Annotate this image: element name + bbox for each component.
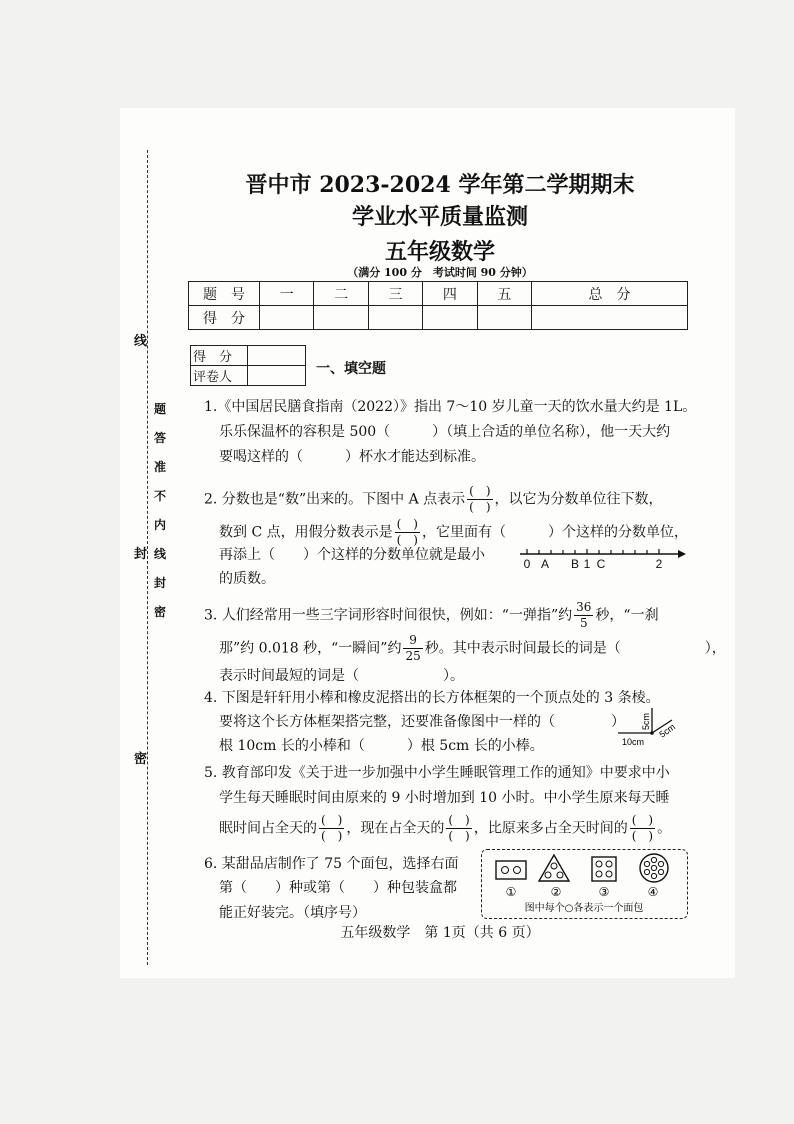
bread-circle [514,867,521,874]
q5-text: ，现在占全天的 [346,820,445,837]
q3-text: 3. 人们经常用一些三字词形容时间很快，例如：“一弹指”约 [204,607,573,624]
axis-label-c: C [596,557,606,571]
fraction-num: ( ) [321,813,343,827]
score-row-label: 得 分 [189,306,260,330]
bread-circle [606,871,612,877]
bread-circle [651,865,656,870]
score-cell: 总 分 [532,282,688,306]
q1-line3: 要喝这样的（ ）杯水才能达到标准。 [219,449,485,465]
fraction [574,600,593,631]
q4-line1: 4. 下图是轩轩用小棒和橡皮泥搭出的长方体框架的一个顶点处的 3 条棱。 [204,690,660,706]
grader-name-cell[interactable] [248,366,306,386]
fraction-blank[interactable] [446,813,471,844]
grader-score-cell[interactable] [248,346,306,366]
fraction-num: 36 [576,600,592,614]
q3-line2 [219,633,726,664]
exam-title-line1: 晋中市 2023-2024 学年第二学期期末 [245,172,635,198]
exam-title-subject: 五年级数学 [384,239,495,265]
q5-text: ，比原来多占全天时间的 [473,820,628,837]
box-label-3: ③ [598,885,610,899]
q4-line2: 要将这个长方体框架搭完整，还要准备像图中一样的（ ） [219,714,625,730]
fraction-den: ( ) [321,829,343,843]
warning-char: 内 [153,518,166,532]
box-label-1: ① [505,885,517,899]
q6-line1: 6. 某甜品店制作了 75 个面包，选择右面 [204,856,459,872]
score-table-header-row [189,282,688,306]
score-cell: 五 [477,282,531,306]
score-table-score-row [189,306,688,330]
axis-label-2: 2 [655,557,663,571]
exam-title-line2: 学业水平质量监测 [351,204,528,230]
box3-square [592,857,616,881]
bread-circle [502,867,509,874]
q6-line3: 能正好装完。（填序号） [219,905,366,921]
q2-text: 数到 C 点，用假分数表示是 [219,524,393,541]
fraction-den: 5 [579,616,588,630]
q1-line2: 乐乐保温杯的容积是 500（ ）（填上合适的单位名称），他一天大约 [219,424,671,440]
q3-text: 秒。其中表示时间最长的词是（ ）， [424,640,726,657]
warning-char: 密 [153,605,166,619]
q5-line2: 学生每天睡眠时间由原来的 9 小时增加到 10 小时。中小学生原来每天睡 [219,790,670,806]
q2-text: ，以它为分数单位往下数， [494,491,663,508]
warning-char: 线 [153,547,166,561]
q2-line3: 再添上（ ）个这样的分数单位就是最小 [219,547,485,563]
fraction-num: ( ) [448,813,470,827]
bread-circle [596,861,602,867]
label-5cm-vertical: 5cm [641,712,651,730]
score-input-cell[interactable] [260,306,314,330]
fraction-den: ( ) [396,533,418,547]
arrow-icon [678,550,686,558]
score-table [188,281,688,330]
q3-text: 那”约 0.018 秒，“一瞬间”约 [219,640,402,657]
box2-triangle [539,855,569,881]
bread-circle [545,872,551,878]
bread-circle [658,869,663,874]
grader-score-label: 得 分 [191,346,248,366]
score-cell: 三 [368,282,422,306]
packaging-boxes-figure [484,851,684,917]
fraction-den: ( ) [469,500,491,514]
score-cell: 题 号 [189,282,260,306]
box4-circle [640,854,668,882]
box-caption: 图中每个○各表示一个面包 [524,903,644,914]
binding-word-xian: 线 [134,334,148,349]
q1-line1: 1.《中国居民膳食指南（2022）》指出 7～10 岁儿童一天的饮水量大约是 1L。 [204,399,697,415]
bread-circle [644,861,649,866]
bread-circle [606,861,612,867]
label-10cm: 10cm [622,737,645,747]
score-input-cell[interactable] [314,306,368,330]
binding-word-feng: 封 [134,547,148,562]
fraction [403,633,422,664]
page-footer: 五年级数学 第 1页（共 6 页） [340,925,540,941]
label-5cm-slant: 5cm [657,721,678,740]
score-cell: 四 [423,282,477,306]
q3-text: 秒，“一刹 [595,607,659,624]
exam-note: （满分 100 分 考试时间 90 分钟） [347,266,533,279]
fraction-blank[interactable] [319,813,344,844]
fraction-den: ( ) [448,829,470,843]
section-title: 一、填空题 [316,361,386,377]
fraction-num: ( ) [631,813,654,827]
q2-line4: 的质数。 [219,571,275,587]
fraction-num: ( ) [469,484,491,498]
axis-label-0: 0 [523,557,531,571]
number-line-figure [515,545,690,571]
q2-text: 2. 分数也是“数”出来的。下图中 A 点表示 [204,491,466,508]
axis-label-b: B [570,557,580,571]
score-cell: 一 [260,282,314,306]
warning-char: 封 [153,576,166,590]
fraction-blank[interactable] [467,484,492,515]
fraction-den: ( ) [631,829,654,843]
fraction-blank[interactable] [630,813,655,844]
box-label-2: ② [550,885,562,899]
q6-line2: 第（ ）种或第（ ）种包装盒都 [219,880,457,896]
axis-label-1: 1 [583,557,591,571]
bread-circle [557,872,563,878]
warning-char: 不 [153,489,166,503]
fraction-num: ( ) [396,517,418,531]
q3-line1 [204,600,659,631]
bread-circle [658,861,663,866]
binding-line [147,150,148,965]
q5-line3 [219,813,671,844]
score-input-cell[interactable] [532,306,688,330]
warning-char: 题 [153,402,166,416]
binding-warning [152,395,168,627]
bread-circle [596,871,602,877]
binding-word-mi: 密 [134,752,148,767]
warning-char: 答 [153,431,166,445]
box-label-4: ④ [647,885,659,899]
q2-line1 [204,484,663,515]
bread-circle [651,873,656,878]
bread-circle [644,869,649,874]
q4-line3: 根 10cm 长的小棒和（ ）根 5cm 长的小棒。 [219,738,544,754]
vertex-dot [650,731,654,735]
q5-text: 眠时间占全天的 [219,820,317,837]
q5-text: 。 [657,820,672,837]
q3-line3: 表示时间最短的词是（ ）。 [219,668,464,684]
cuboid-vertex-figure [610,700,685,750]
fraction-den: 25 [405,649,421,663]
fraction-num: 9 [403,633,422,649]
q5-line1: 5. 教育部印发《关于进一步加强中小学生睡眠管理工作的通知》中要求中小 [204,765,670,781]
bread-circle [551,863,557,869]
grader-name-label: 评卷人 [191,366,248,386]
warning-char: 准 [153,460,166,474]
grader-table [190,345,306,386]
axis-label-a: A [540,557,550,571]
score-cell: 二 [314,282,368,306]
score-input-cell[interactable] [477,306,531,330]
q2-text: ，它里面有（ ）个这样的分数单位， [422,524,688,541]
score-input-cell[interactable] [423,306,477,330]
bread-circle [651,857,656,862]
box1-rect [496,861,526,879]
score-input-cell[interactable] [368,306,422,330]
